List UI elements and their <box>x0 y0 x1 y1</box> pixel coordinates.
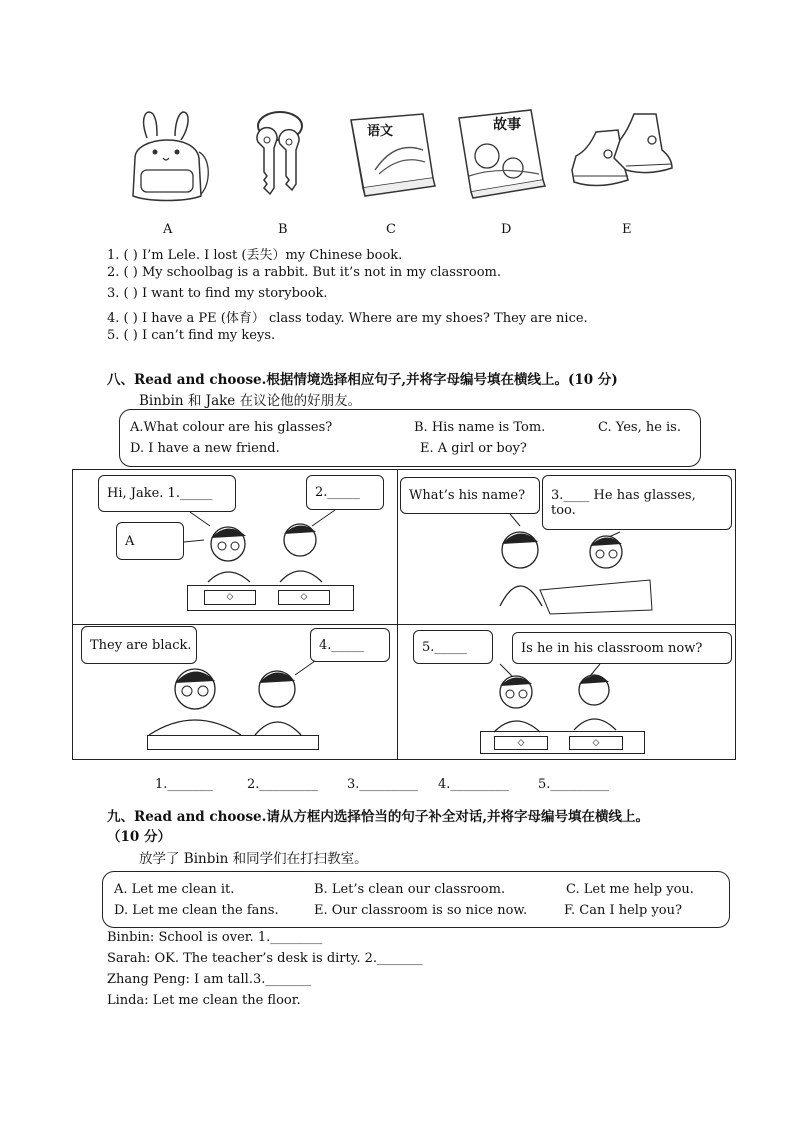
panel-1-bubble-2: 2._____ <box>306 475 384 510</box>
section-9-option-c: C. Let me help you. <box>566 882 694 897</box>
section-9-title-score: （10 分） <box>107 829 171 845</box>
question-7-2: 2. ( ) My schoolbag is a rabbit. But it’s not in my classroom. <box>107 265 501 280</box>
panel-4-desk-drawer-left: ◇ <box>494 736 548 750</box>
dialogue-line-4: Linda: Let me clean the floor. <box>107 993 301 1008</box>
grid-horizontal-divider <box>73 624 735 625</box>
panel-4-kids-icon <box>480 660 650 740</box>
panel-1-bubble-3: A <box>116 522 184 560</box>
dialogue-line-3: Zhang Peng: I am tall.3._______ <box>107 972 311 987</box>
panel-2-bubble-2-line-2: too. <box>551 502 576 518</box>
section-9-option-d: D. Let me clean the fans. <box>114 903 279 918</box>
shoes-icon <box>568 110 676 192</box>
question-7-1: 1. ( ) I’m Lele. I lost (丢失）my Chinese book. <box>107 248 403 263</box>
question-7-3: 3. ( ) I want to find my storybook. <box>107 286 328 301</box>
picture-letter-b: B <box>278 222 288 237</box>
section-8-option-d: D. I have a new friend. <box>130 441 280 456</box>
section-8-option-e: E. A girl or boy? <box>420 441 527 456</box>
panel-1-desk-drawer-left: ◇ <box>204 590 256 605</box>
keys-picture <box>248 108 310 198</box>
section-9-option-f: F. Can I help you? <box>564 903 682 918</box>
picture-letter-d: D <box>501 222 512 237</box>
chinese-book-picture <box>345 110 439 198</box>
schoolbag-rabbit-picture <box>125 108 209 204</box>
shoes-picture <box>568 110 676 192</box>
panel-2-bubble-1: What’s his name? <box>400 477 540 514</box>
panel-3-kids-icon <box>145 655 345 745</box>
picture-letter-c: C <box>386 222 396 237</box>
section-9-option-b: B. Let’s clean our classroom. <box>314 882 506 897</box>
panel-3-bubble-2: 4._____ <box>310 628 390 662</box>
panel-4-desk-drawer-right: ◇ <box>569 736 623 750</box>
dialogue-line-2: Sarah: OK. The teacher’s desk is dirty. 2._______ <box>107 951 423 966</box>
panel-2-bubble-2-line-1: 3.____ He has glasses, <box>551 487 696 503</box>
section-9-subtitle: 放学了 Binbin 和同学们在打扫教室。 <box>139 851 368 867</box>
picture-letter-a: A <box>163 222 173 237</box>
panel-1-bubble-1: Hi, Jake. 1._____ <box>98 475 236 512</box>
section-9-title: 九、Read and choose.请从方框内选择恰当的句子补全对话,并将字母编号填在横线上。 <box>107 809 650 825</box>
section-8-option-c: C. Yes, he is. <box>598 420 681 435</box>
chinese-book-title: 语文 <box>367 124 394 139</box>
section-8-answer-2[interactable]: 2._________ <box>247 777 318 792</box>
schoolbag-icon <box>125 108 209 204</box>
panel-3-desk <box>147 735 319 750</box>
keys-icon <box>248 108 310 198</box>
grid-vertical-divider <box>397 470 398 759</box>
section-8-answer-4[interactable]: 4._________ <box>438 777 509 792</box>
section-8-answer-5[interactable]: 5._________ <box>538 777 609 792</box>
section-8-answer-3[interactable]: 3._________ <box>347 777 418 792</box>
section-9-option-e: E. Our classroom is so nice now. <box>314 903 528 918</box>
panel-4-bubble-1: 5._____ <box>413 630 493 664</box>
section-8-option-a: A.What colour are his glasses? <box>130 420 333 435</box>
picture-letter-e: E <box>622 222 632 237</box>
section-8-title: 八、Read and choose.根据情境选择相应句子,并将字母编号填在横线上。(10 分) <box>107 372 618 388</box>
section-8-option-b: B. His name is Tom. <box>414 420 546 435</box>
panel-3-bubble-1: They are black. <box>81 626 197 664</box>
section-9-options-box <box>102 871 730 928</box>
storybook-title: 故事 <box>493 117 521 133</box>
question-7-4: 4. ( ) I have a PE (体育） class today. Where are my shoes? They are nice. <box>107 311 588 326</box>
section-8-subtitle: Binbin 和 Jake 在议论他的好朋友。 <box>139 393 362 409</box>
section-8-answer-1[interactable]: 1._______ <box>155 777 213 792</box>
storybook-picture <box>455 106 549 200</box>
dialogue-line-1: Binbin: School is over. 1.________ <box>107 930 323 945</box>
question-7-5: 5. ( ) I can’t find my keys. <box>107 328 276 343</box>
panel-2-kids-icon <box>480 510 660 620</box>
section-9-option-a: A. Let me clean it. <box>114 882 235 897</box>
panel-1-desk-drawer-right: ◇ <box>278 590 330 605</box>
panel-4-bubble-2: Is he in his classroom now? <box>512 632 732 664</box>
section-8-options-box <box>119 409 701 467</box>
